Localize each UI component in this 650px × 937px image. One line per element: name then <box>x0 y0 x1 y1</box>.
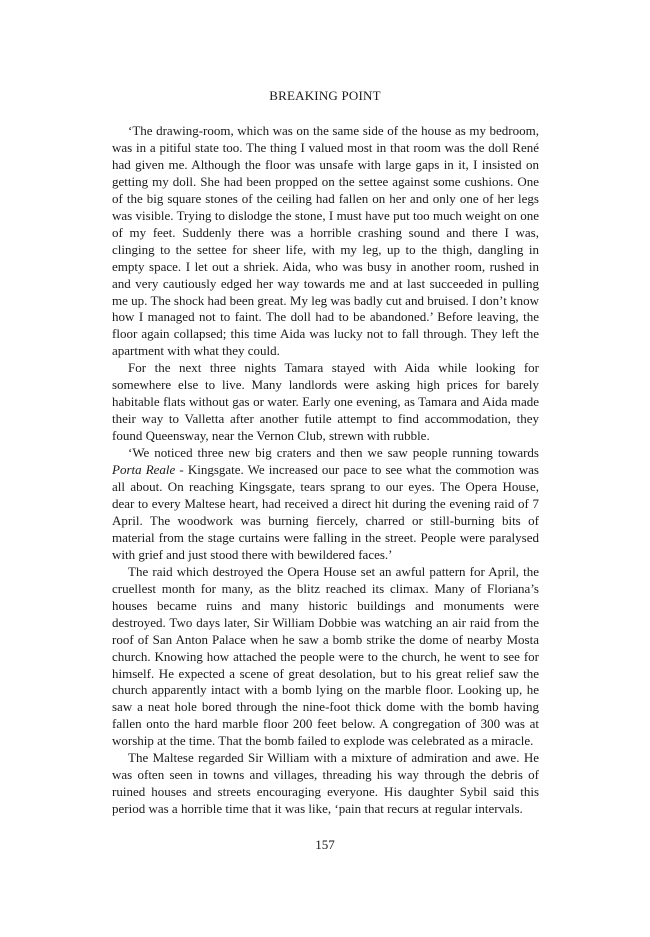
page-number: 157 <box>315 837 335 852</box>
paragraph: The Maltese regarded Sir William with a mixture of admiration and awe. He was often seen in towns and villages, threading his way through the debris of ruined houses and streets encouraging everyone. His daughter Sybil said this period was a horrible time that it was like, ‘pain that recurs at regular intervals. <box>112 750 539 817</box>
paragraph: ‘The drawing-room, which was on the same side of the house as my bedroom, was in a pitiful state too. The thing I valued most in that room was the doll René had given me. Although the floor was unsafe with large gaps in it, I insisted on getting my doll. She had been propped on the settee against some cushions. One of the big square stones of the ceiling had fallen on her and only one of her legs was visible. Trying to dislodge the stone, I must have put too much weight on one of my feet. Suddenly there was a horrible crashing sound and there I was, clinging to the settee for sheer life, with my leg, up to the thigh, dangling in empty space. I let out a shriek. Aida, who was busy in another room, rushed in and very cautiously edged her way towards me and at last succeeded in pulling me up. The shock had been great. My leg was badly cut and bruised. I don’t know how I managed not to faint. The doll had to be abandoned.’ Before leaving, the floor again collapsed; this time Aida was lucky not to fall through. They left the apartment with what they could. <box>112 123 539 359</box>
running-head: BREAKING POINT <box>269 88 381 103</box>
paragraph: For the next three nights Tamara stayed with Aida while looking for somewhere else to live. Many landlords were asking high prices for barely habitable flats without gas or water. Early one evening, as Tamara and Aida made their way to Valletta after another futile attempt to find accommodation, they found Queensway, near the Vernon Club, strewn with rubble. <box>112 360 539 444</box>
italic-place-name: Porta Reale <box>112 462 176 478</box>
paragraph <box>112 445 539 564</box>
paragraph-text: ‘We noticed three new big craters and then we saw people running towards <box>128 445 539 461</box>
paragraph-text: - Kingsgate. We increased our pace to see what the commotion was all about. On reaching Kingsgate, tears sprang to our eyes. The Opera House, dear to every Maltese heart, had received a direct hit during the evening raid of 7 April. The woodwork was burning fiercely, charred or still-burning bits of material from the stage curtains were falling in the street. People were paralysed with grief and just stood there with bewildered faces.’ <box>112 462 539 562</box>
body-text <box>112 123 539 818</box>
paragraph: The raid which destroyed the Opera House set an awful pattern for April, the cruellest month for many, as the blitz reached its climax. Many of Floriana’s houses became ruins and many historic buildings and monuments were destroyed. Two days later, Sir William Dobbie was watching an air raid from the roof of San Anton Palace when he saw a bomb strike the dome of nearby Mosta church. Knowing how attached the people were to the church, he went to see for himself. He expected a scene of great desolation, but to his great relief saw the church apparently intact with a bomb lying on the marble floor. Looking up, he saw a neat hole bored through the nine-foot thick dome with the bomb having fallen onto the hard marble floor 200 feet below. A congregation of 300 was at worship at the time. That the bomb failed to explode was celebrated as a miracle. <box>112 563 539 749</box>
